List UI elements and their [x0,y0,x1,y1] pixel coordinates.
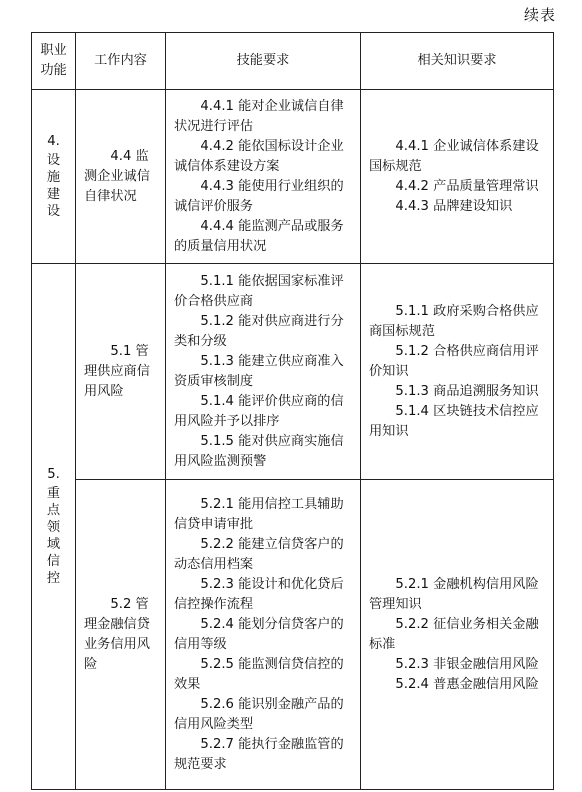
skill-item: 4.4.2 能依国标设计企业诚信体系建设方案 [174,138,344,174]
skill-item: 5.1.1 能依据国家标准评价合格供应商 [174,273,344,309]
function-number: 5. [47,466,60,482]
knowledge-item: 5.1.4 区块链技术信控应用知识 [369,403,539,439]
function-cell [32,90,76,264]
work-content-cell [76,264,166,480]
continued-label: 续表 [523,6,556,24]
work-content-cell [76,90,166,264]
knowledge-item: 4.4.1 企业诚信体系建设国标规范 [369,138,539,174]
skill-item: 5.2.3 能设计和优化贷后信控操作流程 [174,576,344,612]
work-content-cell [76,480,166,790]
knowledge-item: 5.1.1 政府采购合格供应商国标规范 [369,303,539,339]
knowledge-requirements-cell [361,90,554,264]
knowledge-item: 5.1.3 商品追溯服务知识 [395,383,539,399]
header-knowledge: 相关知识要求 [361,33,554,90]
header-work: 工作内容 [76,33,166,90]
work-content: 5.1 管理供应商信用风险 [84,343,150,399]
skill-item: 5.2.2 能建立信贷客户的动态信用档案 [174,536,344,572]
knowledge-item: 5.1.2 合格供应商信用评价知识 [369,343,539,379]
knowledge-item: 5.2.3 非银金融信用风险 [395,656,539,672]
knowledge-item: 5.2.4 普惠金融信用风险 [395,676,539,692]
function-name: 设施建设 [46,152,61,219]
knowledge-item: 4.4.3 品牌建设知识 [395,198,513,214]
function-number: 4. [47,133,60,149]
skill-requirements-cell [166,264,361,480]
table-row [32,480,554,790]
header-function-line2: 功能 [40,63,67,78]
skill-item: 5.2.4 能划分信贷客户的信用等级 [174,616,344,652]
knowledge-item: 5.2.1 金融机构信用风险管理知识 [369,576,539,612]
table-row [32,264,554,480]
skill-requirements-cell [166,90,361,264]
skill-item: 5.1.3 能建立供应商准入资质审核制度 [174,353,344,389]
skills-table [31,32,554,790]
knowledge-requirements-cell [361,480,554,790]
skill-requirements-cell [166,480,361,790]
skill-item: 4.4.3 能使用行业组织的诚信评价服务 [174,178,344,214]
header-function [32,33,76,90]
header-function-line1: 职业 [40,43,67,58]
skill-item: 5.2.1 能用信控工具辅助信贷申请审批 [174,496,344,532]
skill-item: 5.2.6 能识别金融产品的信用风险类型 [174,696,344,732]
knowledge-item: 5.2.2 征信业务相关金融标准 [369,616,539,652]
skill-item: 4.4.1 能对企业诚信自律状况进行评估 [174,98,344,134]
work-content: 5.2 管理金融信贷业务信用风险 [84,596,150,672]
skill-item: 5.1.5 能对供应商实施信用风险监测预警 [174,433,344,469]
skill-item: 5.2.7 能执行金融监管的规范要求 [174,736,344,772]
table-row [32,90,554,264]
function-name: 重点领域信控 [46,485,61,586]
skill-item: 5.1.4 能评价供应商的信用风险并予以排序 [174,393,344,429]
knowledge-item: 4.4.2 产品质量管理常识 [395,178,539,194]
header-skill: 技能要求 [166,33,361,90]
skill-item: 4.4.4 能监测产品或服务的质量信用状况 [174,218,344,254]
skill-item: 5.2.5 能监测信贷信控的效果 [174,656,344,692]
knowledge-requirements-cell [361,264,554,480]
work-content: 4.4 监测企业诚信自律状况 [84,148,150,204]
function-cell [32,264,76,790]
skill-item: 5.1.2 能对供应商进行分类和分级 [174,313,344,349]
table-header-row [32,33,554,90]
table-body [32,90,554,790]
